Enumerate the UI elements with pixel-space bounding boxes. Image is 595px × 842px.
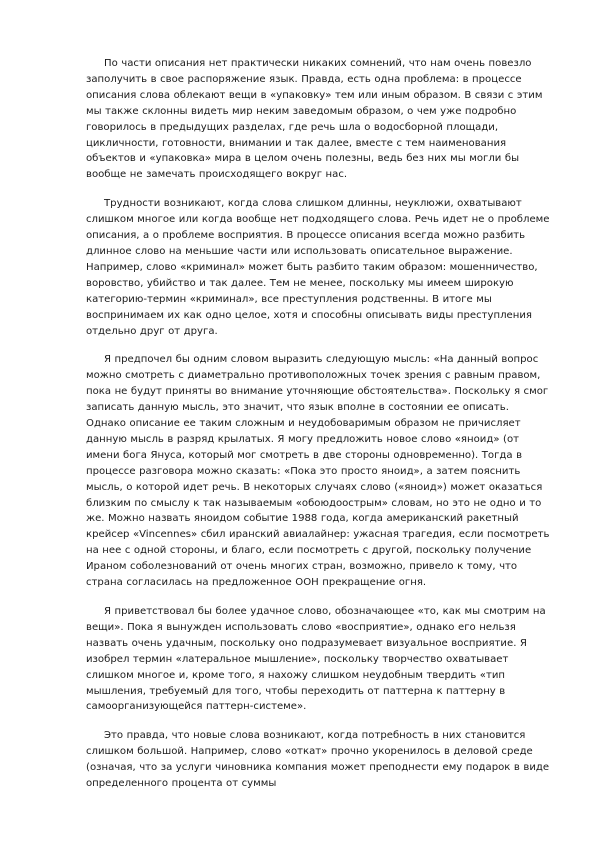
paragraph-2: Трудности возникают, когда слова слишком длинны, неуклюжи, охватывают слишком многое или когда вообще нет подходящего слова. Речь идет не о проблеме описания, а о проблеме восприятия. В процессе описания всегда можно разбить длинное слово на меньшие части или использовать описательное выражение. Например, слово «криминал» может быть разбито таким образом: мошенничество, воровство, убийство и так далее. Тем не менее, поскольку мы имеем широкую категорию-термин «криминал», все преступления родственны. В итоге мы воспринимаем их как одно целое, хотя и способны описывать виды преступления отдельно друг от друга. bbox=[86, 198, 550, 337]
paragraph-5: Это правда, что новые слова возникают, когда потребность в них становится слишком большой. Например, слово «откат» прочно укоренилось в деловой среде (означая, что за услуги чиновника компания может преподнести ему подарок в виде определенного процента от суммы bbox=[86, 730, 550, 790]
document-page bbox=[86, 56, 552, 805]
paragraph-1: По части описания нет практически никаких сомнений, что нам очень повезло заполучить в свое распоряжение язык. Правда, есть одна проблема: в процессе описания слова облекают вещи в «упаковку» тем или иным образом. В связи с этим мы также склонны видеть мир неким заведомым образом, о чем уже подробно говорилось в предыдущих разделах, где речь шла о водосборной площади, цикличности, готовности, внимании и так далее, вместе с тем наименования объектов и «упаковка» мира в целом очень полезны, ведь без них мы могли бы вообще не замечать происходящего вокруг нас. bbox=[86, 58, 543, 181]
paragraph-3: Я предпочел бы одним словом выразить следующую мысль: «На данный вопрос можно смотреть с диаметрально противоположных точек зрения с равным правом, пока не будут приняты во внимание уточняющие обстоятельства». Поскольку я смог записать данную мысль, это значит, что язык вполне в состоянии ее описать. Однако описание ее таким сложным и неудобоваримым образом не причисляет данную мысль в разряд крылатых. Я могу предложить новое слово «яноид» (от имени бога Януса, который мог смотреть в две стороны одновременно). Тогда в процессе разговора можно сказать: «Пока это просто яноид», а затем пояснить мысль, о которой идет речь. В некоторых случаях слово («яноид») может оказаться близким по смыслу к так называемым «обоюдоострым» словам, но это не одно и то же. Можно назвать яноидом событие 1988 года, когда американский ракетный крейсер «Vincennes» сбил иранский авиалайнер: ужасная трагедия, если посмотреть на нее с одной стороны, и благо, если посмотреть с другой, поскольку получение Ираном соболезнований от очень многих стран, возможно, привело к тому, что страна согласилась на предложенное ООН прекращение огня. bbox=[86, 354, 550, 589]
paragraph-4: Я приветствовал бы более удачное слово, обозначающее «то, как мы смотрим на вещи». Пока я вынужден использовать слово «восприятие», однако его нельзя назвать очень удачным, поскольку оно подразумевает визуальное восприятие. Я изобрел термин «латеральное мышление», поскольку творчество охватывает слишком многое и, кроме того, я нахожу слишком неудобным твердить «тип мышления, требуемый для того, чтобы переходить от паттерна к паттерну в самоорганизующейся паттерн-системе». bbox=[86, 606, 546, 713]
